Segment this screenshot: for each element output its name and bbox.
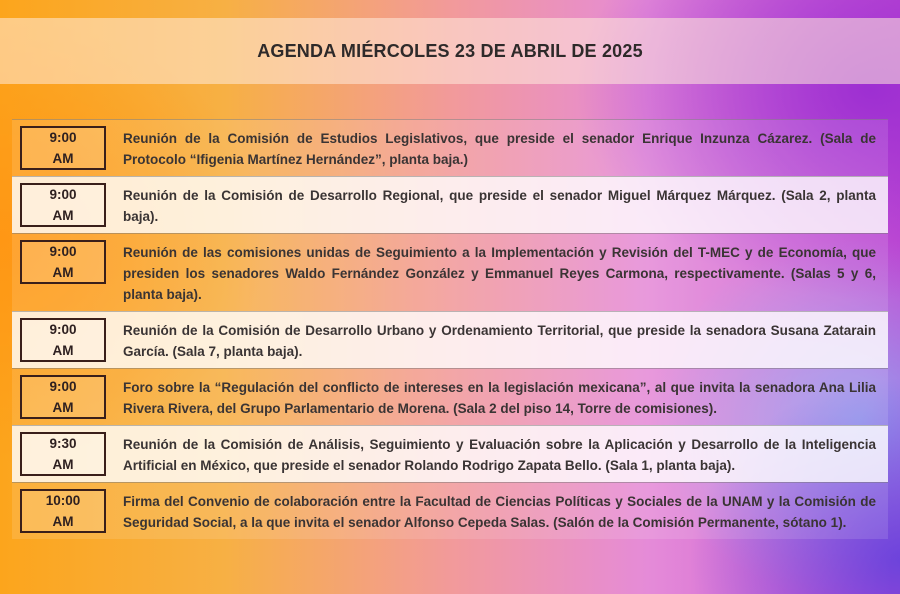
time-value: 9:00 [49, 322, 77, 337]
time-ampm: AM [52, 208, 74, 223]
event-description: Reunión de la Comisión de Estudios Legislativos, que preside el senador Enrique Inzunza Cázarez. (Sala de Protocolo “Ifigenia Martínez Hernández”, planta baja.) [123, 131, 876, 167]
agenda-row [12, 425, 888, 482]
header-band [0, 18, 900, 84]
page-title: AGENDA MIÉRCOLES 23 DE ABRIL DE 2025 [257, 40, 643, 61]
time-ampm: AM [52, 343, 74, 358]
agenda-row [12, 119, 888, 176]
event-description: Firma del Convenio de colaboración entre la Facultad de Ciencias Políticas y Sociales de la UNAM y la Comisión de Seguridad Social, a la que invita el senador Alfonso Cepeda Salas. (Salón de la Comisión Permanente, sótano 1). [123, 494, 876, 530]
time-box [20, 126, 106, 170]
time-value: 9:00 [49, 130, 77, 145]
time-box [20, 318, 106, 362]
time-value: 9:30 [49, 436, 77, 451]
agenda-row [12, 233, 888, 311]
event-description: Reunión de la Comisión de Desarrollo Urbano y Ordenamiento Territorial, que preside la senadora Susana Zatarain García. (Sala 7, planta baja). [123, 323, 876, 359]
time-value: 10:00 [45, 493, 81, 508]
agenda-row [12, 176, 888, 233]
time-ampm: AM [52, 400, 74, 415]
time-box [20, 240, 106, 284]
agenda-list [12, 119, 888, 539]
time-box [20, 432, 106, 476]
time-ampm: AM [52, 457, 74, 472]
time-value: 9:00 [49, 187, 77, 202]
time-value: 9:00 [49, 244, 77, 259]
event-description: Reunión de las comisiones unidas de Seguimiento a la Implementación y Revisión del T-MEC y de Economía, que presiden los senadores Waldo Fernández González y Emmanuel Reyes Carmona, respectivamente. (Salas 5 y 6, planta baja). [123, 245, 876, 302]
event-description: Reunión de la Comisión de Desarrollo Regional, que preside el senador Miguel Márquez Márquez. (Sala 2, planta baja). [123, 188, 876, 224]
event-description: Reunión de la Comisión de Análisis, Seguimiento y Evaluación sobre la Aplicación y Desarrollo de la Inteligencia Artificial en México, que preside el senador Rolando Rodrigo Zapata Bello. (Sala 1, planta baja). [123, 437, 876, 473]
time-box [20, 375, 106, 419]
time-box [20, 183, 106, 227]
time-value: 9:00 [49, 379, 77, 394]
event-description: Foro sobre la “Regulación del conflicto de intereses en la legislación mexicana”, al que invita la senadora Ana Lilia Rivera Rivera, del Grupo Parlamentario de Morena. (Sala 2 del piso 14, Torre de comisiones). [123, 380, 876, 416]
agenda-row [12, 482, 888, 539]
agenda-row [12, 368, 888, 425]
agenda-row [12, 311, 888, 368]
time-ampm: AM [52, 514, 74, 529]
time-ampm: AM [52, 265, 74, 280]
time-box [20, 489, 106, 533]
time-ampm: AM [52, 151, 74, 166]
